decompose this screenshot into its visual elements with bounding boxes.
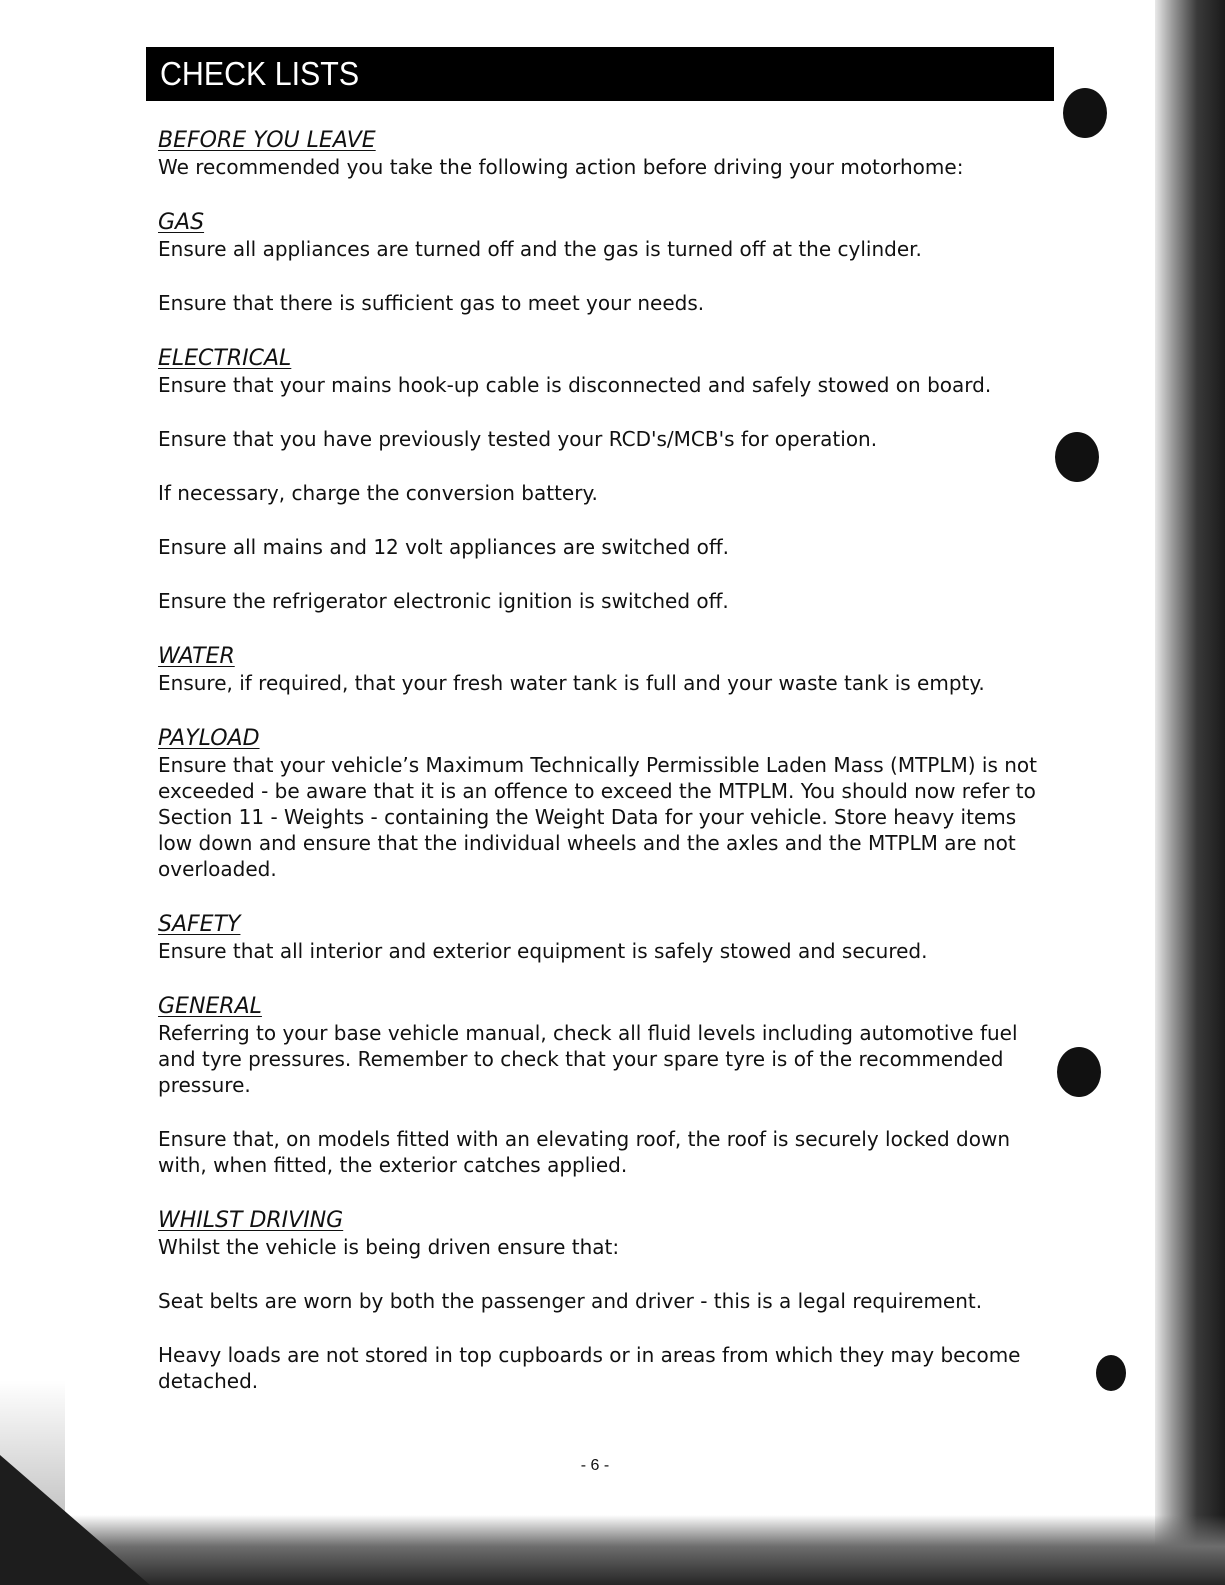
section-heading: WHILST DRIVING (158, 1208, 344, 1233)
paragraph: Ensure the refrigerator electronic ignition is switched off. (158, 589, 729, 613)
scan-fold-corner (0, 1455, 150, 1585)
punch-hole-upper (1055, 432, 1099, 482)
section-gas (158, 210, 1038, 316)
paragraph: Ensure that your vehicle’s Maximum Technically Permissible Laden Mass (MTPLM) is not exceeded - be aware that it is an offence to exceed the MTPLM. You should now refer to Section 11 - Weights - containing the Weight Data for your vehicle. Store heavy items low down and ensure that the individual wheels and the axles and the MTPLM are not overloaded. (158, 753, 1038, 881)
section-heading: PAYLOAD (158, 726, 260, 751)
section-general (158, 994, 1038, 1178)
section-heading: ELECTRICAL (158, 346, 292, 371)
paragraph: Ensure that you have previously tested your RCD's/MCB's for operation. (158, 427, 878, 451)
section-safety (158, 912, 1038, 964)
punch-hole-bottom (1096, 1355, 1126, 1391)
scan-edge-right (1155, 0, 1225, 1585)
paragraph: Heavy loads are not stored in top cupboards or in areas from which they may become detached. (158, 1343, 1021, 1393)
section-heading: SAFETY (158, 912, 241, 937)
paragraph: Seat belts are worn by both the passenger and driver - this is a legal requirement. (158, 1289, 983, 1313)
punch-hole-top (1063, 88, 1107, 138)
paragraph: Ensure that your mains hook-up cable is disconnected and safely stowed on board. (158, 373, 992, 397)
paragraph: Ensure that, on models fitted with an elevating roof, the roof is securely locked down with, when fitted, the exterior catches applied. (158, 1127, 1011, 1177)
punch-hole-lower (1057, 1047, 1101, 1097)
section-water (158, 644, 1038, 696)
section-payload (158, 726, 1038, 882)
paragraph: Whilst the vehicle is being driven ensure that: (158, 1235, 620, 1259)
paragraph: Ensure that all interior and exterior equipment is safely stowed and secured. (158, 939, 928, 963)
paragraph: We recommended you take the following action before driving your motorhome: (158, 155, 964, 179)
paragraph: Ensure all appliances are turned off and the gas is turned off at the cylinder. (158, 237, 922, 261)
section-heading: GAS (158, 210, 205, 235)
paragraph: Ensure that there is sufficient gas to meet your needs. (158, 291, 705, 315)
page-number: - 6 - (580, 1457, 610, 1474)
section-before-you-leave (158, 128, 1038, 180)
scan-edge-bottom (0, 1515, 1225, 1585)
page-title: CHECK LISTS (160, 55, 360, 92)
section-whilst-driving (158, 1208, 1038, 1394)
section-heading: BEFORE YOU LEAVE (158, 128, 376, 153)
paragraph: Ensure all mains and 12 volt appliances are switched off. (158, 535, 729, 559)
paragraph: Ensure, if required, that your fresh water tank is full and your waste tank is empty. (158, 671, 985, 695)
section-heading: GENERAL (158, 994, 262, 1019)
paragraph: If necessary, charge the conversion battery. (158, 481, 598, 505)
paragraph: Referring to your base vehicle manual, check all fluid levels including automotive fuel and tyre pressures. Remember to check that your spare tyre is of the recommended pressure. (158, 1021, 1018, 1097)
section-heading: WATER (158, 644, 235, 669)
section-electrical (158, 346, 1038, 614)
section-header-bar (146, 47, 1054, 101)
checklist-content (158, 128, 1038, 1394)
